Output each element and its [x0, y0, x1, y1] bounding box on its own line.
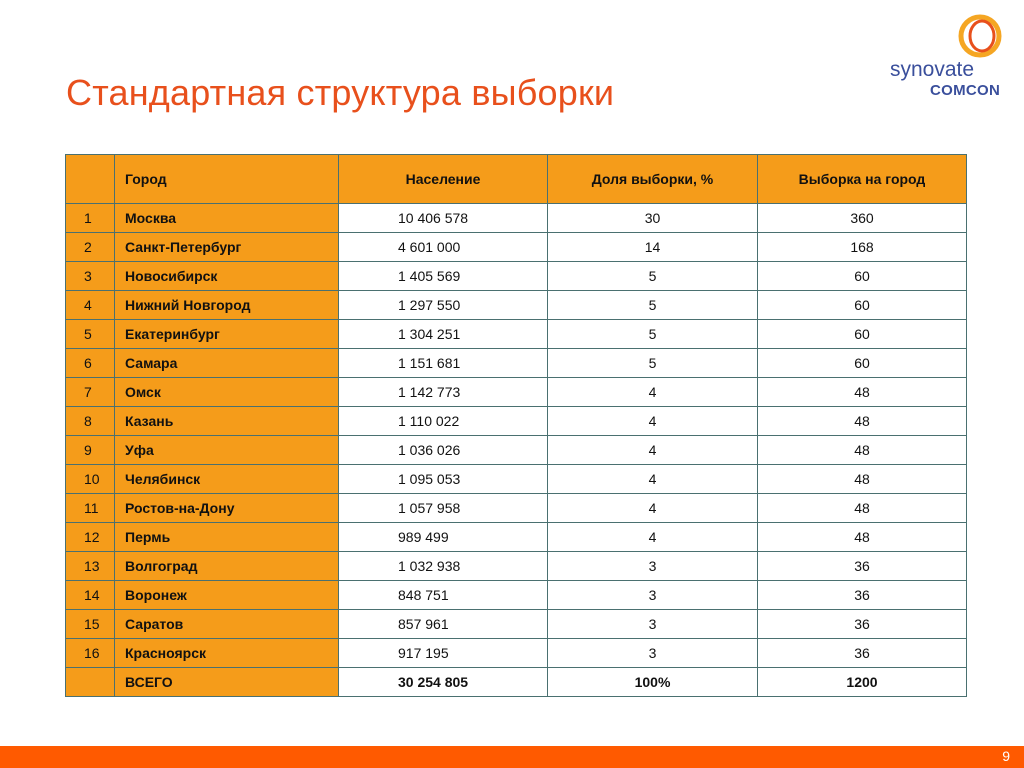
row-sample: 168: [758, 233, 967, 262]
row-number: 3: [66, 262, 115, 291]
row-share: 3: [548, 552, 758, 581]
row-sample: 60: [758, 262, 967, 291]
row-number: 12: [66, 523, 115, 552]
row-number: 8: [66, 407, 115, 436]
row-city: Пермь: [115, 523, 339, 552]
logo-synovate-text: synovate: [890, 58, 975, 81]
table-row: [66, 523, 967, 552]
population-value: 1 110 022: [398, 413, 460, 429]
row-population: [339, 291, 548, 320]
population-value: 1 304 251: [398, 326, 461, 342]
row-share: 30: [548, 204, 758, 233]
row-city: Ростов-на-Дону: [115, 494, 339, 523]
table-row: [66, 639, 967, 668]
row-population: [339, 494, 548, 523]
table-row: [66, 204, 967, 233]
population-value: 848 751: [398, 587, 449, 603]
table-row: [66, 378, 967, 407]
row-sample: 48: [758, 378, 967, 407]
header-share: Доля выборки, %: [548, 155, 758, 204]
row-population: [339, 581, 548, 610]
row-number: [66, 668, 115, 697]
row-share: 5: [548, 291, 758, 320]
row-population: [339, 407, 548, 436]
page-number: 9: [1002, 748, 1010, 764]
population-value: 30 254 805: [398, 674, 469, 690]
row-share: 4: [548, 465, 758, 494]
row-sample: 36: [758, 639, 967, 668]
table-row: [66, 581, 967, 610]
row-number: 13: [66, 552, 115, 581]
population-value: 10 406 578: [398, 210, 469, 226]
row-share: 100%: [548, 668, 758, 697]
row-population: [339, 262, 548, 291]
population-value: 4 601 000: [398, 239, 461, 255]
row-population: [339, 436, 548, 465]
row-population: [339, 320, 548, 349]
row-number: 9: [66, 436, 115, 465]
row-city: Омск: [115, 378, 339, 407]
row-share: 4: [548, 436, 758, 465]
row-city: Саратов: [115, 610, 339, 639]
row-sample: 48: [758, 494, 967, 523]
row-share: 4: [548, 378, 758, 407]
row-city: Москва: [115, 204, 339, 233]
row-city: ВСЕГО: [115, 668, 339, 697]
table-row: [66, 465, 967, 494]
row-sample: 48: [758, 465, 967, 494]
row-number: 6: [66, 349, 115, 378]
row-sample: 36: [758, 581, 967, 610]
population-value: 917 195: [398, 645, 449, 661]
row-population: [339, 610, 548, 639]
row-sample: 360: [758, 204, 967, 233]
row-sample: 60: [758, 320, 967, 349]
header-city: Город: [115, 155, 339, 204]
row-city: Волгоград: [115, 552, 339, 581]
row-sample: 48: [758, 523, 967, 552]
row-population: [339, 349, 548, 378]
row-sample: 36: [758, 552, 967, 581]
table-row: [66, 291, 967, 320]
table-row: [66, 436, 967, 465]
row-city: Казань: [115, 407, 339, 436]
row-share: 5: [548, 262, 758, 291]
row-city: Челябинск: [115, 465, 339, 494]
row-number: 2: [66, 233, 115, 262]
table-row: [66, 610, 967, 639]
header-number: [66, 155, 115, 204]
row-population: [339, 233, 548, 262]
row-population: [339, 204, 548, 233]
population-value: 1 142 773: [398, 384, 461, 400]
population-value: 857 961: [398, 616, 449, 632]
row-population: [339, 378, 548, 407]
table-row: [66, 552, 967, 581]
row-number: 5: [66, 320, 115, 349]
row-sample: 48: [758, 436, 967, 465]
row-share: 3: [548, 610, 758, 639]
table-row: [66, 262, 967, 291]
row-population: [339, 668, 548, 697]
row-share: 3: [548, 581, 758, 610]
row-city: Нижний Новгород: [115, 291, 339, 320]
row-city: Санкт-Петербург: [115, 233, 339, 262]
row-share: 5: [548, 349, 758, 378]
row-city: Уфа: [115, 436, 339, 465]
header-sample: Выборка на город: [758, 155, 967, 204]
row-number: 15: [66, 610, 115, 639]
bottom-bar: [0, 746, 1024, 768]
row-number: 10: [66, 465, 115, 494]
row-number: 7: [66, 378, 115, 407]
row-share: 4: [548, 407, 758, 436]
row-city: Красноярск: [115, 639, 339, 668]
row-population: [339, 465, 548, 494]
row-population: [339, 552, 548, 581]
row-number: 11: [66, 494, 115, 523]
logo-rings-icon: [956, 12, 1004, 60]
row-population: [339, 523, 548, 552]
population-value: 989 499: [398, 529, 449, 545]
population-value: 1 151 681: [398, 355, 461, 371]
synovate-comcon-logo: [888, 12, 1008, 102]
row-city: Новосибирск: [115, 262, 339, 291]
population-value: 1 095 053: [398, 471, 461, 487]
row-share: 4: [548, 523, 758, 552]
row-share: 5: [548, 320, 758, 349]
slide-title: Стандартная структура выборки: [66, 72, 615, 113]
population-value: 1 297 550: [398, 297, 461, 313]
header-population: Население: [339, 155, 548, 204]
row-population: [339, 639, 548, 668]
row-number: 16: [66, 639, 115, 668]
sample-structure-table: [65, 154, 967, 697]
population-value: 1 405 569: [398, 268, 461, 284]
row-sample: 48: [758, 407, 967, 436]
table-header-row: [66, 155, 967, 204]
row-sample: 60: [758, 349, 967, 378]
row-share: 4: [548, 494, 758, 523]
row-number: 14: [66, 581, 115, 610]
row-number: 4: [66, 291, 115, 320]
population-value: 1 032 938: [398, 558, 461, 574]
row-number: 1: [66, 204, 115, 233]
row-sample: 36: [758, 610, 967, 639]
row-city: Екатеринбург: [115, 320, 339, 349]
row-sample: 1200: [758, 668, 967, 697]
population-value: 1 057 958: [398, 500, 461, 516]
row-sample: 60: [758, 291, 967, 320]
table-row: [66, 407, 967, 436]
table-total-row: [66, 668, 967, 697]
row-city: Воронеж: [115, 581, 339, 610]
logo-comcon-text: COMCON: [930, 82, 1001, 99]
population-value: 1 036 026: [398, 442, 461, 458]
table-row: [66, 320, 967, 349]
table-row: [66, 233, 967, 262]
table-row: [66, 494, 967, 523]
row-share: 3: [548, 639, 758, 668]
row-city: Самара: [115, 349, 339, 378]
table-row: [66, 349, 967, 378]
row-share: 14: [548, 233, 758, 262]
